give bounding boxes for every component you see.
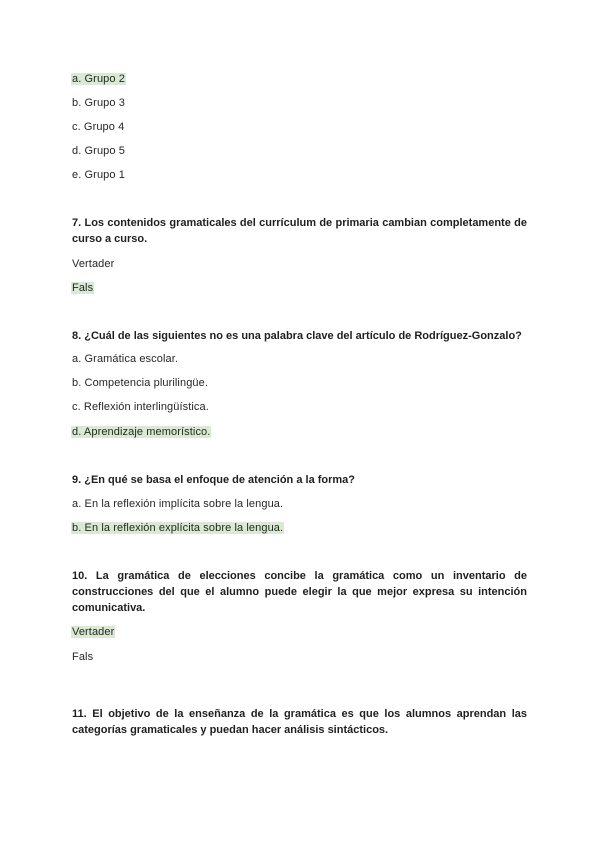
answer-option bbox=[72, 72, 126, 86]
answer-option: b. Competencia plurilingüe. bbox=[72, 377, 208, 389]
question-9-text: 9. ¿En qué se basa el enfoque de atención a la forma? bbox=[72, 474, 356, 486]
answer-option: e. Grupo 1 bbox=[72, 169, 125, 181]
correct-answer-highlight: Vertader bbox=[72, 626, 115, 638]
answer-option bbox=[72, 625, 115, 639]
answer-option: a. En la reflexión implícita sobre la lengua. bbox=[72, 498, 284, 510]
question-10-text: 10. La gramática de elecciones concibe la gramática como un inventario de construcciones del que el alumno puede elegir la que mejor expresa su intención comunicativa. bbox=[72, 570, 527, 614]
correct-answer-highlight: Fals bbox=[72, 282, 94, 294]
answer-option bbox=[72, 521, 284, 535]
answer-option: c. Reflexión interlingüística. bbox=[72, 401, 209, 413]
question-11-text: 11. El objetivo de la enseñanza de la gramática es que los alumnos aprendan las categorías gramaticales y puedan hacer análisis sintácticos. bbox=[72, 708, 527, 736]
correct-answer-highlight: b. En la reflexión explícita sobre la lengua. bbox=[72, 522, 284, 534]
answer-option: c. Grupo 4 bbox=[72, 121, 125, 133]
question-8-text: 8. ¿Cuál de las siguientes no es una palabra clave del artículo de Rodríguez-Gonzalo? bbox=[72, 330, 522, 342]
answer-option: b. Grupo 3 bbox=[72, 97, 125, 109]
answer-option bbox=[72, 281, 94, 295]
answer-option: Fals bbox=[72, 651, 94, 663]
correct-answer-highlight: d. Aprendizaje memorístico. bbox=[72, 426, 211, 438]
answer-option: Vertader bbox=[72, 258, 115, 270]
correct-answer-highlight: a. Grupo 2 bbox=[72, 73, 125, 85]
answer-option: a. Gramática escolar. bbox=[72, 353, 179, 365]
answer-option bbox=[72, 425, 211, 439]
answer-option: d. Grupo 5 bbox=[72, 145, 125, 157]
question-7-text: 7. Los contenidos gramaticales del currículum de primaria cambian completamente de curso a curso. bbox=[72, 217, 527, 245]
